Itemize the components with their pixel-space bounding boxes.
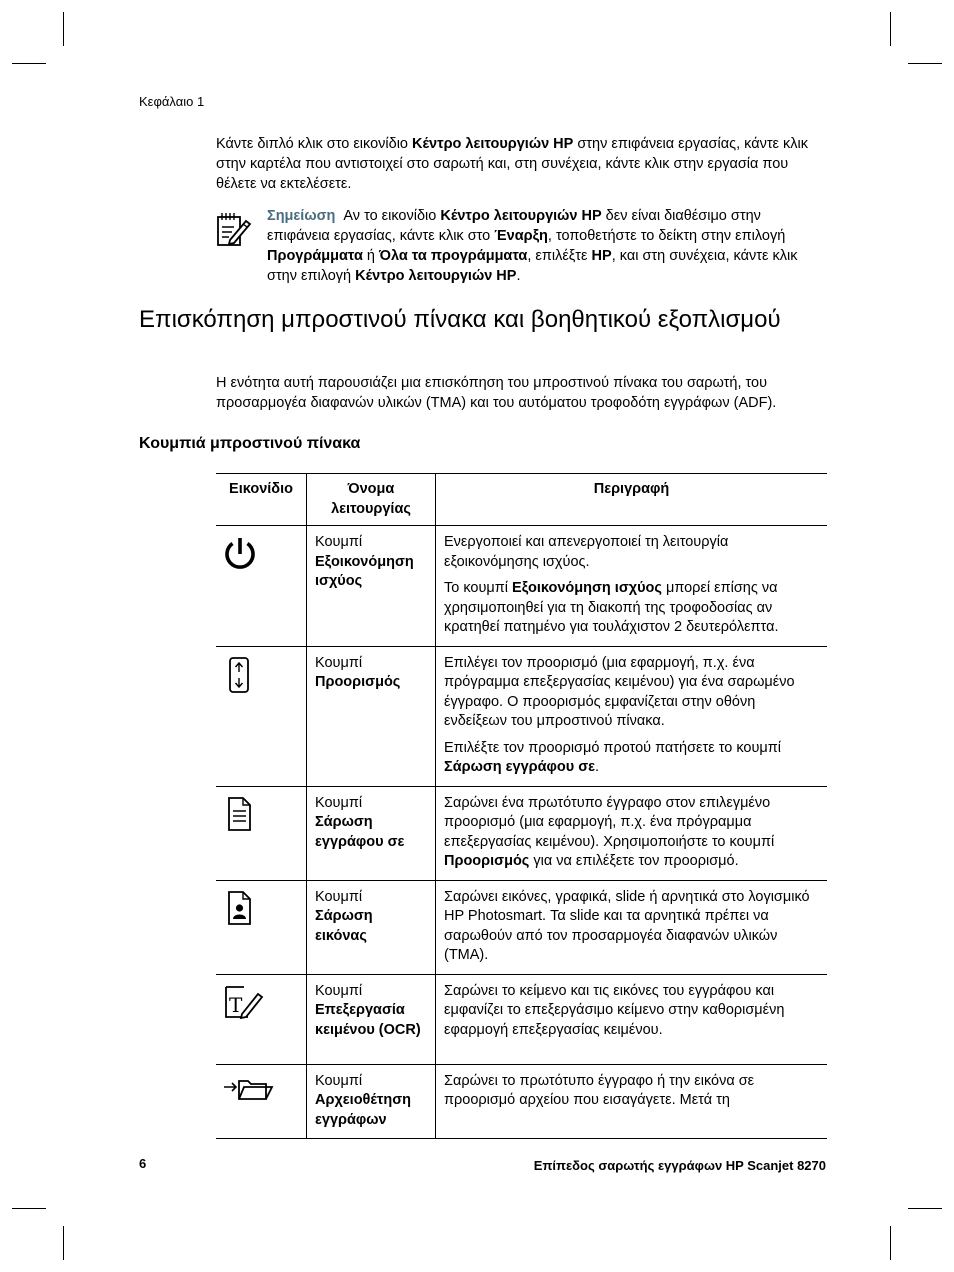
row-description: Σαρώνει ένα πρωτότυπο έγγραφο στον επιλεγμένο προορισμό (μια εφαρμογή, π.χ. ένα πρόγραμμα επεξεργασίας κειμένου). Χρησιμοποιήστε το κουμπί Προορισμός για να επιλέξετε τον προορισμό. — [444, 794, 775, 869]
power-icon — [222, 533, 258, 573]
svg-text:T: T — [229, 992, 243, 1017]
table-header-row — [216, 474, 827, 526]
crop-mark — [890, 1226, 891, 1260]
front-panel-buttons-table — [216, 473, 827, 1139]
row-description: Σαρώνει εικόνες, γραφικά, slide ή αρνητικά στο λογισμικό HP Photosmart. Τα slide και τα αρνητικά πρέπει να σαρωθούν από τον προσαρμογέα διαφανών υλικών (TMA). — [444, 888, 810, 963]
row-description: Σαρώνει το πρωτότυπο έγγραφο ή την εικόνα σε προορισμό αρχείου που εισαγάγετε. Μετά τη — [444, 1072, 755, 1108]
destination-icon — [222, 654, 258, 696]
row-name: Σάρωση εικόνας — [315, 908, 373, 944]
footer-title: Επίπεδος σαρωτής εγγράφων HP Scanjet 8270 — [533, 1158, 826, 1173]
row-name: Σάρωση εγγράφου σε — [315, 814, 405, 850]
note-pencil-icon — [216, 209, 252, 249]
row-name: Επεξεργασία κειμένου (OCR) — [315, 1002, 421, 1038]
crop-mark — [890, 12, 891, 46]
row-description: Επιλέγει τον προορισμό (μια εφαρμογή, π.χ. ένα πρόγραμμα επεξεργασίας κειμένου) για ένα σαρωμένο έγγραφο. Ο προορισμός εμφανίζεται στην οθόνη ενδείξεων του μπροστινού πίνακα. — [444, 654, 795, 729]
crop-mark — [12, 1208, 46, 1209]
note-label: Σημείωση — [267, 208, 336, 224]
file-documents-icon — [222, 1072, 274, 1104]
header-icon: Εικονίδιο — [216, 474, 307, 526]
crop-mark — [63, 1226, 64, 1260]
row-name: Εξοικονόμηση ισχύος — [315, 553, 414, 589]
row-description-extra: Επιλέξτε τον προορισμό προτού πατήσετε το κουμπί Σάρωση εγγράφου σε. — [444, 739, 781, 775]
crop-mark — [908, 1208, 942, 1209]
intro-paragraph: Κάντε διπλό κλικ στο εικονίδιο Κέντρο λειτουργιών HP στην επιφάνεια εργασίας, κάντε κλικ στην καρτέλα που αντιστοιχεί στο σαρωτή και, στη συνέχεια, κάντε κλικ στην εργασία που θέλετε να εκτελέσετε. — [216, 136, 809, 192]
subsection-title: Κουμπιά μπροστινού πίνακα — [139, 435, 361, 452]
header-name: Όνομα λειτουργίας — [307, 474, 436, 526]
row-description: Ενεργοποιεί και απενεργοποιεί τη λειτουργία εξοικονόμησης ισχύος. — [444, 534, 729, 570]
row-name: Προορισμός — [315, 674, 401, 690]
chapter-header: Κεφάλαιο 1 — [139, 94, 205, 109]
table-row: T Κουμπί Επεξεργασία κειμένου (OCR) Σαρώνει το κείμενο και τις εικόνες του εγγράφου και εμφανίζει το επεξεργάσιμο κείμενο στην καθορισμένη εφαρμογή επεξεργασίας κειμένου. — [216, 974, 827, 1064]
crop-mark — [12, 63, 46, 64]
crop-mark — [63, 12, 64, 46]
table-row: Κουμπί Εξοικονόμηση ισχύος Ενεργοποιεί και απενεργοποιεί τη λειτουργία εξοικονόμησης ισχύος. Το κουμπί Εξοικονόμηση ισχύος μπορεί επίσης να χρησιμοποιηθεί για τη διακοπή της τροφοδοσίας αν κρατηθεί πατημένο για τουλάχιστον 2 δευτερόλεπτα. — [216, 526, 827, 647]
table-row: Κουμπί Σάρωση εγγράφου σε Σαρώνει ένα πρωτότυπο έγγραφο στον επιλεγμένο προορισμό (μια εφαρμογή, π.χ. ένα πρόγραμμα επεξεργασίας κειμένου). Χρησιμοποιήστε το κουμπί Προορισμός για να επιλέξετε τον προορισμό. — [216, 786, 827, 880]
row-description: Σαρώνει το κείμενο και τις εικόνες του εγγράφου και εμφανίζει το επεξεργάσιμο κείμενο στην καθορισμένη εφαρμογή επεξεργασίας κειμένου. — [444, 982, 785, 1038]
crop-mark — [908, 63, 942, 64]
section-title: Επισκόπηση μπροστινού πίνακα και βοηθητικού εξοπλισμού — [139, 306, 781, 333]
note-text: Σημείωση Αν το εικονίδιο Κέντρο λειτουργιών HP δεν είναι διαθέσιμο στην επιφάνεια εργασίας, κάντε κλικ στο Έναρξη, τοποθετήστε το δείκτη στην επιλογή Προγράμματα ή Όλα τα προγράμματα, επιλέξτε HP, και στη συνέχεια, κάντε κλικ στην επιλογή Κέντρο λειτουργιών HP. — [267, 208, 798, 284]
table-row: Κουμπί Σάρωση εικόνας Σαρώνει εικόνες, γραφικά, slide ή αρνητικά στο λογισμικό HP Photosmart. Τα slide και τα αρνητικά πρέπει να σαρωθούν από τον προσαρμογέα διαφανών υλικών (TMA). — [216, 880, 827, 974]
table-row: Κουμπί Αρχειοθέτηση εγγράφων Σαρώνει το πρωτότυπο έγγραφο ή την εικόνα σε προορισμό αρχείου που εισαγάγετε. Μετά τη — [216, 1064, 827, 1139]
header-description: Περιγραφή — [436, 474, 828, 526]
scan-picture-icon — [222, 888, 258, 928]
edit-text-ocr-icon — [222, 982, 264, 1022]
scan-document-icon — [222, 794, 258, 834]
table-row: Κουμπί Προορισμός Επιλέγει τον προορισμό (μια εφαρμογή, π.χ. ένα πρόγραμμα επεξεργασίας κειμένου) για ένα σαρωμένο έγγραφο. Ο προορισμός εμφανίζεται στην οθόνη ενδείξεων του μπροστινού πίνακα. Επιλέξτε τον προορισμό προτού πατήσετε το κουμπί Σάρωση εγγράφου σε. — [216, 646, 827, 786]
section-intro: Η ενότητα αυτή παρουσιάζει μια επισκόπηση του μπροστινού πίνακα του σαρωτή, του προσαρμογέα διαφανών υλικών (TMA) και του αυτόματου τροφοδότη εγγράφων (ADF). — [216, 375, 777, 411]
row-description-extra: Το κουμπί Εξοικονόμηση ισχύος μπορεί επίσης να χρησιμοποιηθεί για τη διακοπή της τροφοδοσίας αν κρατηθεί πατημένο για τουλάχιστον 2 δευτερόλεπτα. — [444, 580, 779, 635]
page-number: 6 — [139, 1156, 147, 1171]
row-name: Αρχειοθέτηση εγγράφων — [315, 1092, 412, 1128]
